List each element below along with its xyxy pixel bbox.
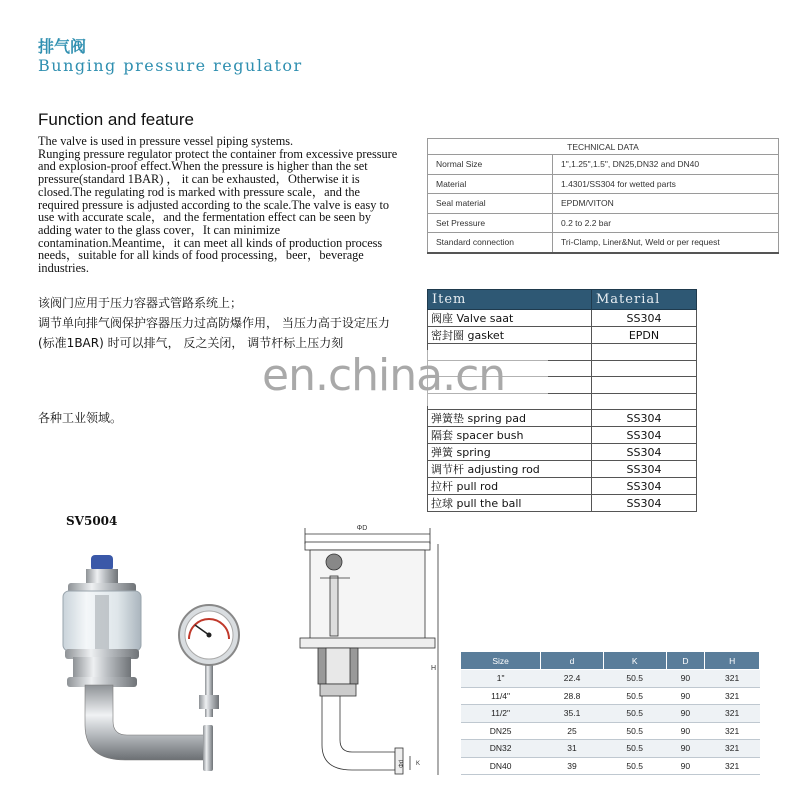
- cell: 321: [705, 740, 760, 758]
- cell: 50.5: [603, 757, 666, 775]
- material-value: SS304: [592, 478, 697, 495]
- size-table: [460, 651, 760, 775]
- description-en: [38, 135, 398, 275]
- cell: 321: [705, 670, 760, 688]
- page-title-cn: 排气阀: [38, 37, 87, 56]
- cell: 31: [541, 740, 604, 758]
- product-photo: [55, 555, 275, 785]
- material-value: [592, 377, 697, 394]
- material-value: SS304: [592, 495, 697, 512]
- drawing-label-diameter: ΦD: [356, 525, 368, 532]
- cell: DN32: [461, 740, 541, 758]
- clamp-ferrule: [203, 725, 213, 771]
- cell: 90: [666, 740, 705, 758]
- size-header: H: [705, 652, 760, 670]
- drawing-label-inner: Φd: [399, 759, 405, 768]
- table-row: [461, 740, 760, 758]
- cell: 90: [666, 722, 705, 740]
- cell: 90: [666, 687, 705, 705]
- cell: 50.5: [603, 670, 666, 688]
- cell: 11/2": [461, 705, 541, 723]
- table-row: [461, 705, 760, 723]
- cell: 22.4: [541, 670, 604, 688]
- material-value: [592, 344, 697, 361]
- material-value: SS304: [592, 310, 697, 327]
- tech-value: Tri-Clamp, Liner&Nut, Weld or per request: [553, 233, 779, 253]
- material-item: 弹簧垫 spring pad: [428, 410, 592, 427]
- cell: DN40: [461, 757, 541, 775]
- tech-value: 1.4301/SS304 for wetted parts: [553, 174, 779, 194]
- technical-data-table: [427, 138, 779, 254]
- material-item: 隔套 spacer bush: [428, 427, 592, 444]
- cell: 50.5: [603, 705, 666, 723]
- material-value: SS304: [592, 444, 697, 461]
- watermark: [258, 350, 548, 406]
- cell: 28.8: [541, 687, 604, 705]
- material-item: 拉球 pull the ball: [428, 495, 592, 512]
- material-item: 阀座 Valve saat: [428, 310, 592, 327]
- material-item: 调节杆 adjusting rod: [428, 461, 592, 478]
- tech-value: 0.2 to 2.2 bar: [553, 213, 779, 233]
- model-number: SV5004: [66, 514, 118, 528]
- cell: 50.5: [603, 740, 666, 758]
- material-value: [592, 393, 697, 410]
- table-row: [461, 687, 760, 705]
- table-row: [461, 757, 760, 775]
- cell: 321: [705, 705, 760, 723]
- material-header-material: Material: [592, 290, 697, 310]
- technical-drawing: [290, 520, 445, 790]
- cell: 50.5: [603, 687, 666, 705]
- material-value: SS304: [592, 410, 697, 427]
- drawing-label-height: H: [431, 665, 437, 672]
- section-heading: Function and feature: [38, 110, 194, 129]
- table-row: [461, 670, 760, 688]
- drawing-label-k: K: [416, 761, 421, 767]
- tech-value: 1",1.25",1.5", DN25,DN32 and DN40: [553, 155, 779, 175]
- size-header: D: [666, 652, 705, 670]
- size-header: K: [603, 652, 666, 670]
- technical-data-header: TECHNICAL DATA: [428, 139, 779, 155]
- cell: 321: [705, 687, 760, 705]
- material-value: SS304: [592, 461, 697, 478]
- material-item: 拉杆 pull rod: [428, 478, 592, 495]
- material-item: 弹簧 spring: [428, 444, 592, 461]
- watermark-text: en.china.cn: [262, 350, 506, 401]
- material-header-item: Item: [428, 290, 592, 310]
- description-cn-paragraph: 调节单向排气阀保护容器压力过高防爆作用， 当压力高于设定压力(标准1BAR) 时可以排气， 反之关闭， 调节杆标上压力刻: [38, 316, 390, 350]
- tech-label: Material: [428, 174, 553, 194]
- blue-cap: [91, 555, 113, 571]
- material-item: 密封圈 gasket: [428, 327, 592, 344]
- description-en-line: The valve is used in pressure vessel piping systems.: [38, 134, 294, 148]
- description-cn-line: 该阀门应用于压力容器式管路系统上；: [38, 296, 243, 310]
- tech-label: Set Pressure: [428, 213, 553, 233]
- cell: 90: [666, 670, 705, 688]
- cell: DN25: [461, 722, 541, 740]
- cell: 321: [705, 757, 760, 775]
- cell: 50.5: [603, 722, 666, 740]
- material-value: [592, 360, 697, 377]
- cell: 90: [666, 705, 705, 723]
- tech-label: Standard connection: [428, 233, 553, 253]
- cell: 25: [541, 722, 604, 740]
- material-value: EPDN: [592, 327, 697, 344]
- tech-label: Seal material: [428, 194, 553, 214]
- description-cn: [38, 293, 398, 353]
- page-title-en: Bunging pressure regulator: [38, 56, 303, 75]
- cell: 39: [541, 757, 604, 775]
- cell: 90: [666, 757, 705, 775]
- size-header: Size: [461, 652, 541, 670]
- size-header: d: [541, 652, 604, 670]
- material-value: SS304: [592, 427, 697, 444]
- cell: 35.1: [541, 705, 604, 723]
- elbow-pipe: [85, 685, 205, 760]
- tech-value: EPDM/VITON: [553, 194, 779, 214]
- cell: 1": [461, 670, 541, 688]
- adjusting-nut: [86, 569, 118, 585]
- table-row: [461, 722, 760, 740]
- description-cn-end: 各种工业领域。: [38, 411, 123, 425]
- description-en-paragraph: Runging pressure regulator protect the container from excessive pressure and explosion-proof effect.When the pressure is higher than the set pressure(standard 1BAR) ， it can be exhausted，Otherwise it is closed.The regulating rod is marked with pressure scale，and the required pressure is adjusted according to the scale.The valve is easy to use with accurate scale，and the fermentation effect can be seen by adding water to the glass cover，It can minimize contamination.Meantime，it can meet all kinds of production process needs，suitable for all kinds of food processing，beer，beverage industries.: [38, 146, 398, 276]
- tech-label: Normal Size: [428, 155, 553, 175]
- cell: 11/4": [461, 687, 541, 705]
- cell: 321: [705, 722, 760, 740]
